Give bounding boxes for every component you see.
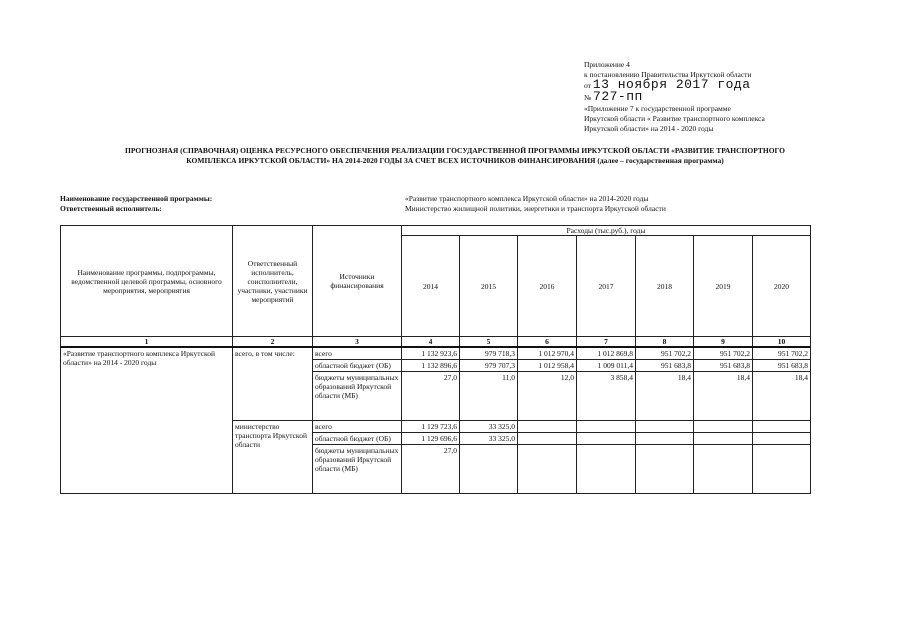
- source-cell: областной бюджет (ОБ): [313, 433, 402, 445]
- annex-block: [584, 60, 884, 134]
- value-cell: 1 129 696,6: [402, 433, 460, 445]
- value-cell: [518, 421, 577, 433]
- annex-date-value: 13 ноября 2017 года: [592, 77, 751, 92]
- value-cell: [577, 433, 636, 445]
- value-cell: [694, 445, 753, 494]
- value-cell: 951 702,2: [753, 347, 811, 360]
- value-cell: 27,0: [402, 445, 460, 494]
- column-index-row: [61, 337, 811, 348]
- value-cell: [518, 445, 577, 494]
- document-title-line-1: ПРОГНОЗНАЯ (СПРАВОЧНАЯ) ОЦЕНКА РЕСУРСНОГО ОБЕСПЕЧЕНИЯ РЕАЛИЗАЦИИ ГОСУДАРСТВЕННОЙ ПРОГРАММЫ ИРКУТСКОЙ ОБЛАСТИ «РАЗВИТИЕ ТРАНСПОРТНОГО: [125, 146, 785, 155]
- column-index: 7: [577, 337, 636, 348]
- table-row: [61, 347, 811, 360]
- source-cell: всего: [313, 421, 402, 433]
- value-cell: [694, 421, 753, 433]
- annex-date-prefix: от: [584, 81, 591, 90]
- value-cell: [577, 445, 636, 494]
- value-cell: 27,0: [402, 372, 460, 421]
- annex-line-1: Приложение 4: [584, 60, 630, 69]
- value-cell: 1 012 970,4: [518, 347, 577, 360]
- value-cell: [636, 445, 694, 494]
- annex-number-value: 727-пп: [593, 89, 643, 104]
- value-cell: [577, 421, 636, 433]
- column-index: 1: [61, 337, 233, 348]
- header-year: 2015: [460, 236, 518, 337]
- annex-line-6: Иркутской области « Развитие транспортного комплекса: [584, 114, 765, 123]
- value-cell: 18,4: [753, 372, 811, 421]
- program-label: Наименование государственной программы:: [60, 194, 213, 203]
- document-title: [60, 146, 850, 166]
- executor-cell: всего, в том числе:: [233, 347, 313, 421]
- header-program-name: Наименование программы, подпрограммы, ведомственной целевой программы, основного мероприятия, мероприятия: [61, 226, 233, 337]
- column-index: 5: [460, 337, 518, 348]
- annex-number-row: [584, 89, 884, 104]
- value-cell: 33 325,0: [460, 421, 518, 433]
- annex-number-prefix: №: [584, 93, 592, 102]
- value-cell: 33 325,0: [460, 433, 518, 445]
- value-cell: [753, 433, 811, 445]
- value-cell: 1 012 958,4: [518, 360, 577, 372]
- header-year: 2020: [753, 236, 811, 337]
- value-cell: 951 683,8: [753, 360, 811, 372]
- value-cell: 18,4: [636, 372, 694, 421]
- value-cell: 12,0: [518, 372, 577, 421]
- value-cell: 18,4: [694, 372, 753, 421]
- value-cell: [460, 445, 518, 494]
- column-index: 6: [518, 337, 577, 348]
- header-year: 2019: [694, 236, 753, 337]
- source-cell: всего: [313, 347, 402, 360]
- column-index: 9: [694, 337, 753, 348]
- column-index: 2: [233, 337, 313, 348]
- value-cell: [753, 445, 811, 494]
- header-expenses: Расходы (тыс.руб.), годы: [402, 226, 811, 236]
- value-cell: 1 132 896,6: [402, 360, 460, 372]
- header-year: 2017: [577, 236, 636, 337]
- document-title-line-2: КОМПЛЕКСА ИРКУТСКОЙ ОБЛАСТИ» НА 2014-2020 ГОДЫ ЗА СЧЕТ ВСЕХ ИСТОЧНИКОВ ФИНАНСИРОВАНИЯ (далее – государственная программа): [186, 156, 724, 165]
- value-cell: [636, 421, 694, 433]
- header-row-1: [61, 226, 811, 236]
- value-cell: [518, 433, 577, 445]
- column-index: 3: [313, 337, 402, 348]
- value-cell: [636, 433, 694, 445]
- source-cell: бюджеты муниципальных образований Иркутской области (МБ): [313, 445, 402, 494]
- value-cell: 979 718,3: [460, 347, 518, 360]
- value-cell: 1 009 011,4: [577, 360, 636, 372]
- header-year: 2018: [636, 236, 694, 337]
- annex-line-7: Иркутской области» на 2014 - 2020 годы: [584, 124, 714, 133]
- column-index: 4: [402, 337, 460, 348]
- executor-value: Министерство жилищной политики, энергетики и транспорта Иркутской области: [405, 204, 666, 213]
- value-cell: [753, 421, 811, 433]
- program-name-cell: «Развитие транспортного комплекса Иркутской области» на 2014 - 2020 годы: [61, 347, 233, 494]
- column-index: 10: [753, 337, 811, 348]
- executor-label: Ответственный исполнитель:: [60, 204, 162, 213]
- value-cell: 1 132 923,6: [402, 347, 460, 360]
- budget-table: [60, 225, 811, 494]
- header-year: 2014: [402, 236, 460, 337]
- value-cell: 979 707,3: [460, 360, 518, 372]
- value-cell: [694, 433, 753, 445]
- column-index: 8: [636, 337, 694, 348]
- header-year: 2016: [518, 236, 577, 337]
- value-cell: 951 683,8: [636, 360, 694, 372]
- value-cell: 951 683,8: [694, 360, 753, 372]
- value-cell: 3 858,4: [577, 372, 636, 421]
- program-value: «Развитие транспортного комплекса Иркутской области» на 2014-2020 годы: [405, 194, 649, 203]
- header-source: Источники финансирования: [313, 226, 402, 337]
- annex-line-2: к постановлению Правительства Иркутской области: [584, 70, 752, 79]
- value-cell: 1 129 723,6: [402, 421, 460, 433]
- value-cell: 11,0: [460, 372, 518, 421]
- source-cell: бюджеты муниципальных образований Иркутской области (МБ): [313, 372, 402, 421]
- annex-line-5: «Приложение 7 к государственной программе: [584, 104, 731, 113]
- value-cell: 951 702,2: [636, 347, 694, 360]
- value-cell: 951 702,2: [694, 347, 753, 360]
- source-cell: областной бюджет (ОБ): [313, 360, 402, 372]
- executor-cell: министерство транспорта Иркутской области: [233, 421, 313, 494]
- value-cell: 1 012 869,8: [577, 347, 636, 360]
- header-executor: Ответственный исполнитель, соисполнители, участники, участники мероприятий: [233, 226, 313, 337]
